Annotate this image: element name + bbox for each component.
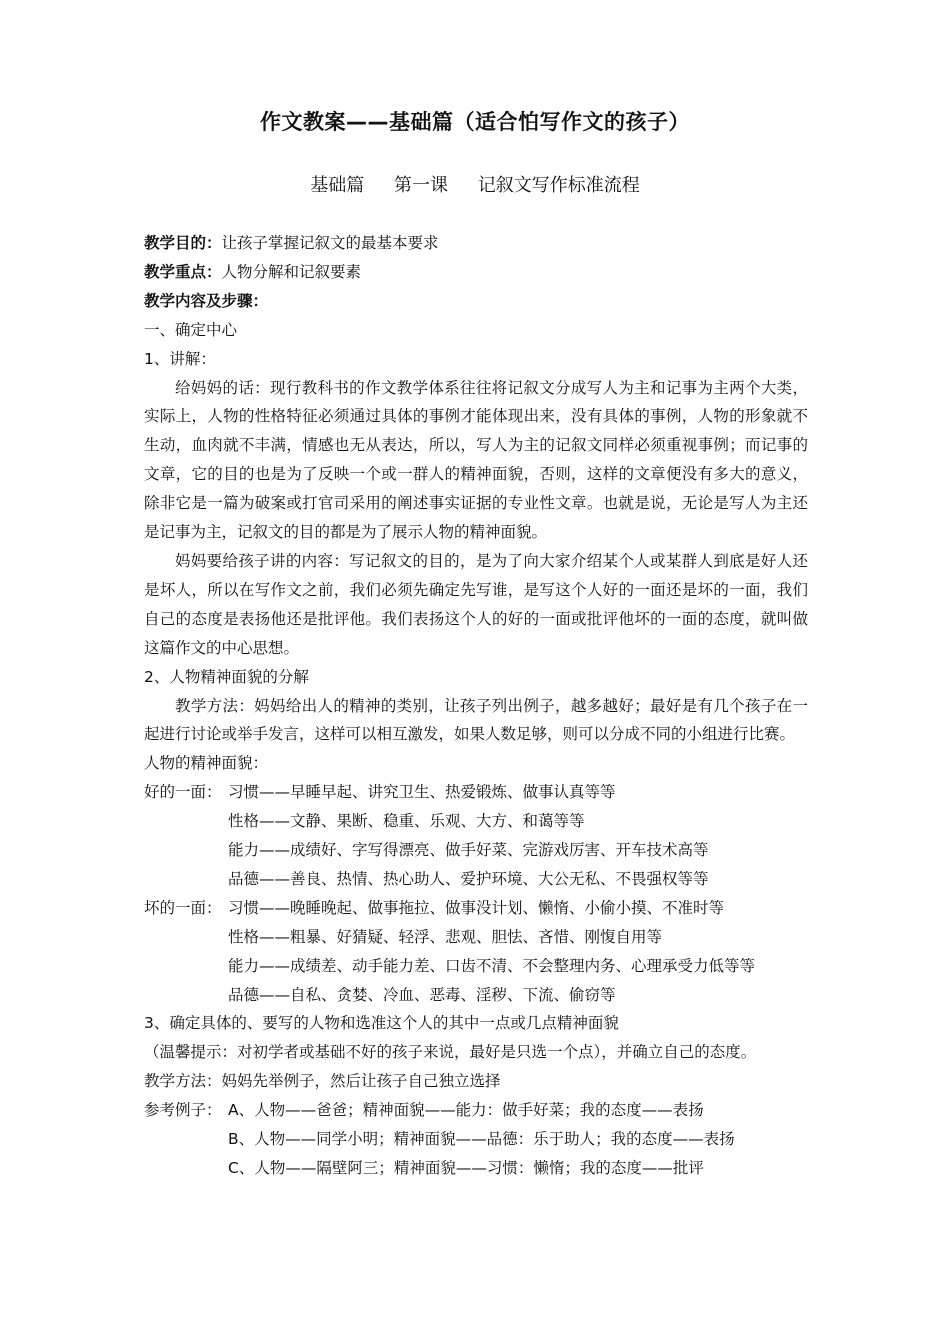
bad-trait-row xyxy=(144,894,808,923)
good-trait: 能力——成绩好、字写得漂亮、做手好菜、完游戏厉害、开车技术高等 xyxy=(228,841,709,860)
teaching-goal-label: 教学目的： xyxy=(144,234,222,252)
steps-heading: 教学内容及步骤： xyxy=(144,291,269,310)
section-heading: 一、确定中心 xyxy=(144,320,238,339)
traits-heading: 人物的精神面貌： xyxy=(144,754,269,773)
good-trait-row xyxy=(144,865,808,894)
method-text: 教学方法：妈妈先举例子，然后让孩子自己独立选择 xyxy=(144,1072,501,1091)
bad-trait-row xyxy=(144,952,808,981)
good-trait-row xyxy=(144,778,808,807)
teaching-focus-label: 教学重点： xyxy=(144,262,222,281)
bad-trait: 能力——成绩差、动手能力差、口齿不清、不会整理内务、心理承受力低等等 xyxy=(228,956,756,975)
examples-label: 参考例子： xyxy=(144,1101,222,1120)
example-item: A、人物——爸爸；精神面貌——能力：做手好菜；我的态度——表扬 xyxy=(228,1101,704,1120)
document-title: 作文教案——基础篇（适合怕写作文的孩子） xyxy=(260,110,690,134)
example-item: C、人物——隔壁阿三；精神面貌——习惯：懒惰；我的态度——批评 xyxy=(228,1159,704,1177)
example-item: B、人物——同学小明；精神面貌——品德：乐于助人；我的态度——表扬 xyxy=(228,1130,735,1149)
bad-trait: 性格——粗暴、好猜疑、轻浮、悲观、胆怯、吝惜、刚愎自用等 xyxy=(228,927,663,946)
item-heading-2: 2、人物精神面貌的分解 xyxy=(144,667,309,686)
item-heading-1: 1、讲解： xyxy=(144,349,216,368)
paragraph-2: 妈妈要给孩子讲的内容：写记叙文的目的，是为了向大家介绍某个人或某群人到底是好人还是坏人，所以在写作文之前，我们必须先确定先写谁，是写这个人好的一面还是坏的一面，我们自己的态度是表扬他还是批评他。我们表扬这个人的好的一面或批评他坏的一面的态度，就叫做这篇作文的中心思想。 xyxy=(144,551,808,657)
bad-trait: 习惯——晚睡晚起、做事拖拉、做事没计划、懒惰、小偷小摸、不准时等 xyxy=(228,898,725,917)
teaching-focus xyxy=(144,258,808,287)
bad-trait-row xyxy=(144,923,808,952)
bad-trait-row xyxy=(144,981,808,1010)
teaching-focus-text: 人物分解和记叙要素 xyxy=(221,262,362,281)
good-trait: 习惯——早睡早起、讲究卫生、热爱锻炼、做事认真等等 xyxy=(228,783,616,802)
good-label: 好的一面： xyxy=(144,783,222,802)
item-heading-3: 3、确定具体的、要写的人物和选准这个人的其中一点或几点精神面貌 xyxy=(144,1014,619,1033)
example-row xyxy=(144,1154,808,1183)
bad-label: 坏的一面： xyxy=(144,898,222,917)
teaching-goal-text: 让孩子掌握记叙文的最基本要求 xyxy=(221,234,439,252)
bad-trait: 品德——自私、贪婪、冷血、恶毒、淫秽、下流、偷窃等 xyxy=(228,985,616,1004)
good-trait: 性格——文静、果断、稳重、乐观、大方、和蔼等等 xyxy=(228,812,585,831)
subtitle-topic: 记叙文写作标准流程 xyxy=(477,175,640,196)
good-trait: 品德——善良、热情、热心助人、爱护环境、大公无私、不畏强权等等 xyxy=(228,869,709,888)
tip-text: （温馨提示：对初学者或基础不好的孩子来说，最好是只选一个点），并确立自己的态度。 xyxy=(144,1043,757,1062)
paragraph-1: 给妈妈的话：现行教科书的作文教学体系往往将记叙文分成写人为主和记事为主两个大类，实际上，人物的性格特征必须通过具体的事例才能体现出来，没有具体的事例，人物的形象就不生动，血肉就不丰满，情感也无从表达，所以，写人为主的记叙文同样必须重视事例；而记事的文章，它的目的也是为了反映一个或一群人的精神面貌，否则，这样的文章便没有多大的意义，除非它是一篇为破案或打官司采用的阐述事实证据的专业性文章。也就是说，无论是写人为主还是记事为主，记叙文的目的都是为了展示人物的精神面貌。 xyxy=(144,378,808,542)
paragraph-3: 教学方法：妈妈给出人的精神的类别，让孩子列出例子，越多越好；最好是有几个孩子在一起进行讨论或举手发言，这样可以相互激发，如果人数足够，则可以分成不同的小组进行比赛。 xyxy=(144,696,808,744)
good-trait-row xyxy=(144,836,808,865)
example-row xyxy=(144,1125,808,1154)
lesson-subtitle xyxy=(0,171,950,197)
good-trait-row xyxy=(144,807,808,836)
subtitle-part: 基础篇 xyxy=(310,175,365,196)
subtitle-lesson: 第一课 xyxy=(394,175,448,196)
example-row xyxy=(144,1096,808,1125)
lesson-body xyxy=(144,229,808,1183)
teaching-goal xyxy=(144,229,808,258)
